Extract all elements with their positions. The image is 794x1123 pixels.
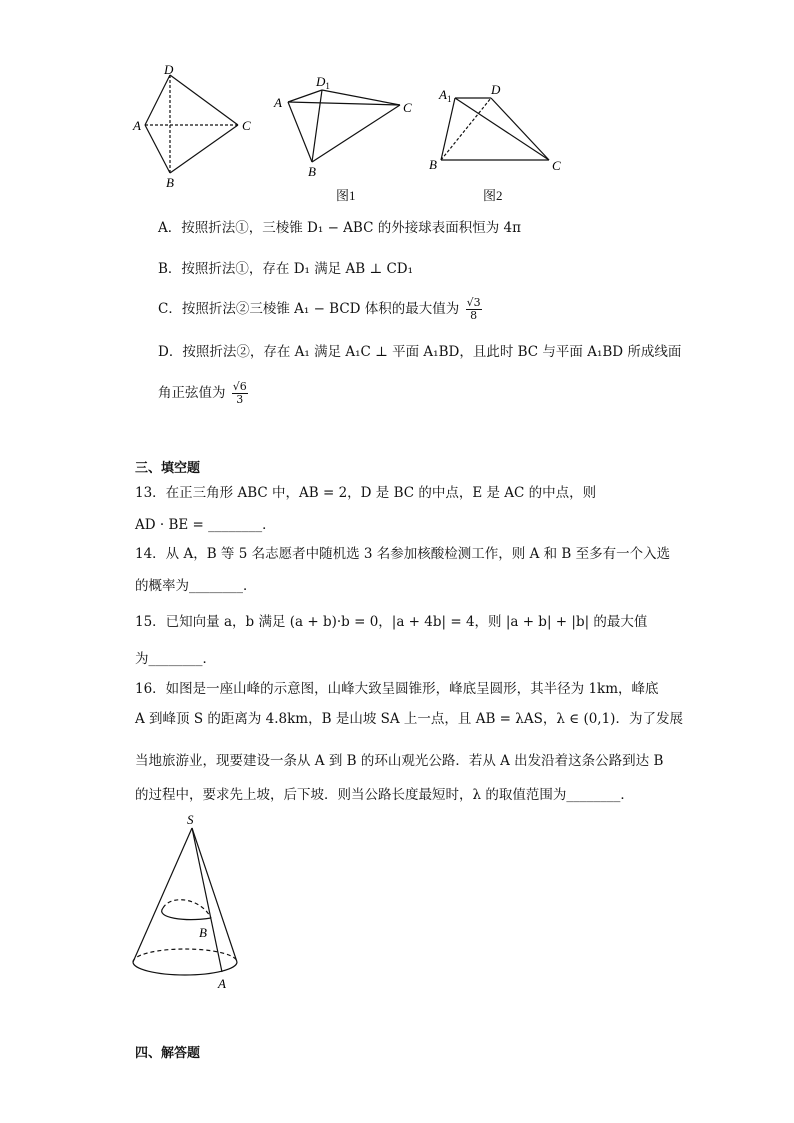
option-c-text: C．按照折法②三棱锥 A₁ − BCD 体积的最大值为 <box>158 301 460 317</box>
option-a: A．按照折法①，三棱锥 D₁ − ABC 的外接球表面积恒为 4π <box>158 220 521 236</box>
option-d-text: 角正弦值为 <box>158 385 226 401</box>
label-s: S <box>187 812 194 827</box>
question-16-line4: 的过程中，要求先上坡，后下坡．则当公路长度最短时，λ 的取值范围为________． <box>135 787 634 803</box>
figure-1-caption: 图1 <box>336 188 356 203</box>
figure-2-caption: 图2 <box>483 188 503 203</box>
label-d: D <box>491 82 501 97</box>
label-c: C <box>552 158 561 173</box>
label-a1: $A_1$ <box>439 87 452 104</box>
figure-1b-diagram <box>270 70 420 185</box>
label-a: A <box>274 95 282 110</box>
label-a: A <box>133 118 141 133</box>
label-b: B <box>166 175 174 190</box>
figure-2-diagram <box>425 80 575 180</box>
label-b: B <box>199 925 207 940</box>
question-16-line2: A 到峰顶 S 的距离为 4.8km，B 是山坡 SA 上一点，且 AB = λAS，λ ∈ (0,1)．为了发展 <box>135 711 683 727</box>
label-b: B <box>308 164 316 179</box>
question-16-line3: 当地旅游业，现要建设一条从 A 到 B 的环山观光公路．若从 A 出发沿着这条公路到达 B <box>135 753 664 769</box>
label-d: D <box>164 62 174 77</box>
question-15-line2: 为________． <box>135 651 216 667</box>
question-14-line2: 的概率为________． <box>135 578 257 594</box>
option-d-line1: D．按照折法②，存在 A₁ 满足 A₁C ⊥ 平面 A₁BD，且此时 BC 与平面 A₁BD 所成线面 <box>158 344 682 360</box>
option-d-line2 <box>158 381 250 406</box>
label-a: A <box>218 976 226 991</box>
figure-1a-diagram <box>130 60 260 195</box>
label-c: C <box>403 100 412 115</box>
question-14-line1: 14．从 A，B 等 5 名志愿者中随机选 3 名参加核酸检测工作，则 A 和 B 至多有一个入选 <box>135 546 671 562</box>
question-15-line1: 15．已知向量 a，b 满足 (a + b)·b = 0，|a + 4b| = 4，则 |a + b| + |b| 的最大值 <box>135 614 648 630</box>
option-d-fraction: $\frac{√6}{3}$ <box>232 380 247 406</box>
option-c <box>158 297 484 322</box>
option-c-fraction: $\frac{√3}{8}$ <box>466 296 481 322</box>
section-fill-in-heading: 三、填空题 <box>135 461 201 476</box>
cone-diagram <box>125 810 255 995</box>
label-c: C <box>242 118 251 133</box>
option-b: B．按照折法①，存在 D₁ 满足 AB ⊥ CD₁ <box>158 261 414 277</box>
label-b: B <box>429 157 437 172</box>
question-13-line2: AD · BE = ________． <box>135 517 276 533</box>
label-d1: $D_1$ <box>316 74 330 91</box>
section-answer-heading: 四、解答题 <box>135 1046 201 1061</box>
question-16-line1: 16．如图是一座山峰的示意图，山峰大致呈圆锥形，峰底呈圆形，其半径为 1km，峰底 <box>135 681 659 697</box>
question-13-line1: 13．在正三角形 ABC 中，AB = 2，D 是 BC 的中点，E 是 AC 的中点，则 <box>135 485 597 501</box>
